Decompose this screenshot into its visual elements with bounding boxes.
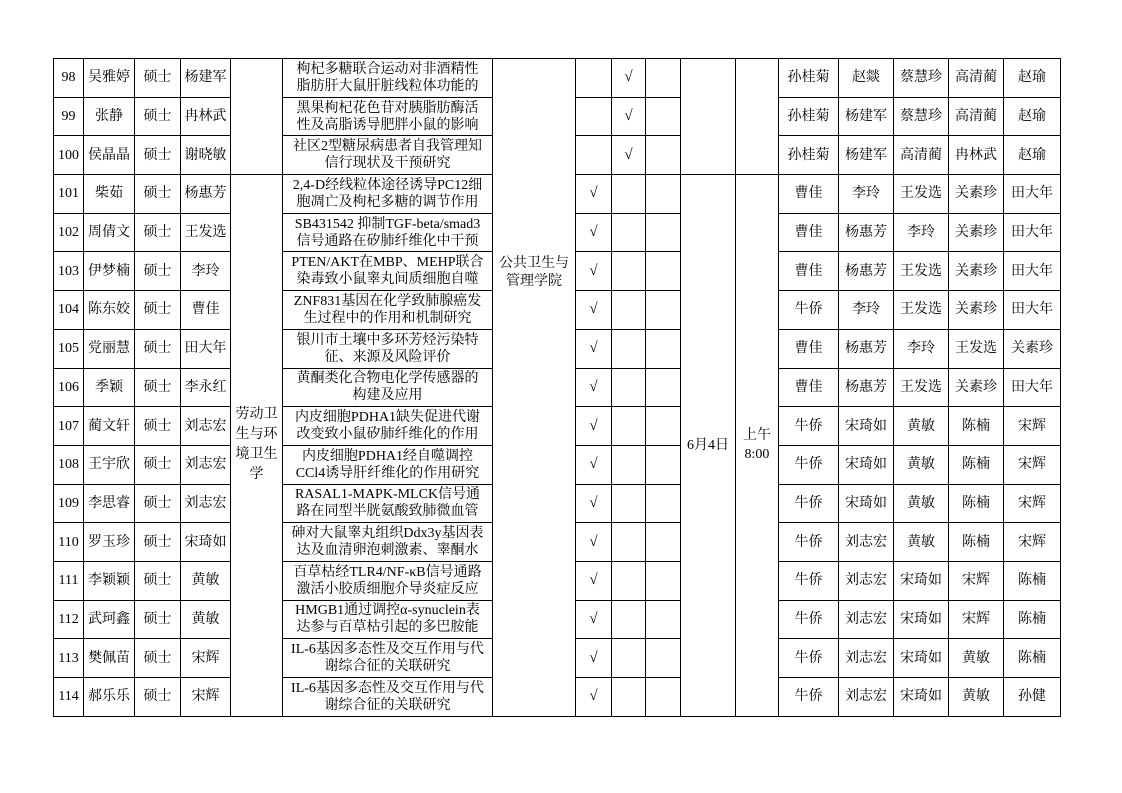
committee-member: 宋琦如: [839, 407, 894, 446]
thesis-title: [283, 291, 493, 330]
check-mark-col-2: √: [612, 97, 646, 136]
check-mark-col-2: [612, 213, 646, 252]
row-number: 112: [54, 600, 84, 639]
committee-member: 宋琦如: [839, 445, 894, 484]
thesis-title: [283, 329, 493, 368]
advisor: 李玲: [181, 252, 231, 291]
committee-member: 刘志宏: [839, 639, 894, 678]
check-mark-col-2: [612, 368, 646, 407]
check-mark-col-2: [612, 484, 646, 523]
thesis-title-line: PTEN/AKT在MBP、MEHP联合: [291, 255, 484, 271]
thesis-title: [283, 368, 493, 407]
check-mark-col-1: √: [576, 368, 612, 407]
thesis-title: [283, 484, 493, 523]
thesis-title-line: 染毒致小鼠睾丸间质细胞自噬: [296, 272, 479, 288]
committee-member: 宋辉: [1004, 523, 1061, 562]
advisor: 宋琦如: [181, 523, 231, 562]
check-mark-col-2: [612, 523, 646, 562]
committee-member: 王发选: [894, 368, 949, 407]
advisor: 杨建军: [181, 59, 231, 98]
row-number: 100: [54, 136, 84, 175]
committee-member: 高清蔺: [894, 136, 949, 175]
degree: 硕士: [135, 329, 181, 368]
row-number: 105: [54, 329, 84, 368]
advisor: 刘志宏: [181, 484, 231, 523]
row-number: 101: [54, 175, 84, 214]
thesis-title-line: IL-6基因多态性及交互作用与代: [291, 680, 484, 696]
check-mark-col-1: √: [576, 213, 612, 252]
advisor: 宋辉: [181, 639, 231, 678]
check-mark-col-3: [646, 639, 681, 678]
committee-member: 王发选: [894, 291, 949, 330]
committee-member: 王发选: [894, 175, 949, 214]
degree: 硕士: [135, 252, 181, 291]
advisor: 冉林武: [181, 97, 231, 136]
committee-member: 宋辉: [1004, 407, 1061, 446]
check-mark-col-2: [612, 252, 646, 291]
check-mark-col-3: [646, 678, 681, 717]
degree: 硕士: [135, 59, 181, 98]
thesis-title-line: IL-6基因多态性及交互作用与代: [291, 642, 484, 658]
committee-member: 田大年: [1004, 291, 1061, 330]
committee-member: 李玲: [839, 291, 894, 330]
row-number: 111: [54, 561, 84, 600]
defense-table-body: [54, 59, 1061, 717]
committee-member: 孙桂菊: [779, 97, 839, 136]
committee-member: 赵瑜: [1004, 59, 1061, 98]
thesis-title-line: 黄酮类化合物电化学传感器的: [296, 371, 479, 387]
thesis-title-line: ZNF831基因在化学致肺腺癌发: [293, 293, 482, 309]
committee-member: 孙桂菊: [779, 136, 839, 175]
thesis-title-line: 激活小胶质细胞介导炎症反应: [296, 581, 479, 597]
student-name: 李颖颖: [84, 561, 135, 600]
thesis-title-line: 内皮细胞PDHA1缺失促进代谢: [294, 410, 481, 426]
defense-schedule-table: [53, 58, 1061, 717]
committee-member: 孙健: [1004, 678, 1061, 717]
check-mark-col-3: [646, 252, 681, 291]
thesis-title-line: 性及高脂诱导肥胖小鼠的影响: [296, 117, 479, 133]
advisor: 宋辉: [181, 678, 231, 717]
thesis-title: [283, 600, 493, 639]
check-mark-col-2: [612, 561, 646, 600]
advisor: 黄敏: [181, 600, 231, 639]
committee-member: 关素珍: [949, 368, 1004, 407]
defense-date: 6月4日: [681, 175, 736, 717]
defense-time: 上午 8:00: [736, 175, 779, 717]
thesis-title: [283, 561, 493, 600]
committee-member: 田大年: [1004, 368, 1061, 407]
check-mark-col-1: √: [576, 329, 612, 368]
check-mark-col-2: [612, 407, 646, 446]
check-mark-col-2: [612, 175, 646, 214]
check-mark-col-3: [646, 523, 681, 562]
degree: 硕士: [135, 175, 181, 214]
row-number: 99: [54, 97, 84, 136]
check-mark-col-1: √: [576, 407, 612, 446]
committee-member: 刘志宏: [839, 561, 894, 600]
committee-member: 牛侨: [779, 678, 839, 717]
committee-member: 杨惠芳: [839, 329, 894, 368]
student-name: 武珂鑫: [84, 600, 135, 639]
thesis-title: [283, 97, 493, 136]
row-number: 104: [54, 291, 84, 330]
degree: 硕士: [135, 368, 181, 407]
check-mark-col-3: [646, 368, 681, 407]
check-mark-col-1: [576, 59, 612, 98]
committee-member: 宋琦如: [839, 484, 894, 523]
row-number: 102: [54, 213, 84, 252]
thesis-title: [283, 407, 493, 446]
thesis-title-line: 社区2型糖尿病患者自我管理知: [293, 139, 482, 155]
committee-member: 宋辉: [949, 561, 1004, 600]
student-name: 季颖: [84, 368, 135, 407]
student-name: 柴茹: [84, 175, 135, 214]
committee-member: 牛侨: [779, 445, 839, 484]
date-blank-cell: [681, 59, 736, 175]
committee-member: 陈楠: [949, 407, 1004, 446]
thesis-title-line: 谢综合征的关联研究: [324, 697, 451, 713]
committee-member: 曹佳: [779, 175, 839, 214]
committee-member: 陈楠: [1004, 561, 1061, 600]
degree: 硕士: [135, 407, 181, 446]
committee-member: 杨惠芳: [839, 213, 894, 252]
degree: 硕士: [135, 291, 181, 330]
degree: 硕士: [135, 639, 181, 678]
committee-member: 宋辉: [949, 600, 1004, 639]
student-name: 王宇欣: [84, 445, 135, 484]
thesis-title-line: 信行现状及干预研究: [324, 156, 451, 172]
committee-member: 杨建军: [839, 136, 894, 175]
check-mark-col-3: [646, 175, 681, 214]
committee-member: 黄敏: [949, 678, 1004, 717]
thesis-title-line: 谢综合征的关联研究: [324, 659, 451, 675]
thesis-title-line: 砷对大鼠睾丸组织Ddx3y基因表: [291, 526, 484, 542]
check-mark-col-2: [612, 600, 646, 639]
check-mark-col-1: √: [576, 639, 612, 678]
advisor: 田大年: [181, 329, 231, 368]
student-name: 伊梦楠: [84, 252, 135, 291]
student-name: 蔺文轩: [84, 407, 135, 446]
committee-member: 孙桂菊: [779, 59, 839, 98]
committee-member: 曹佳: [779, 213, 839, 252]
check-mark-col-3: [646, 213, 681, 252]
row-number: 113: [54, 639, 84, 678]
degree: 硕士: [135, 97, 181, 136]
check-mark-col-1: [576, 136, 612, 175]
committee-member: 宋琦如: [894, 678, 949, 717]
committee-member: 牛侨: [779, 523, 839, 562]
check-mark-col-1: √: [576, 445, 612, 484]
check-mark-col-2: √: [612, 59, 646, 98]
check-mark-col-1: [576, 97, 612, 136]
advisor: 刘志宏: [181, 407, 231, 446]
degree: 硕士: [135, 523, 181, 562]
check-mark-col-1: √: [576, 600, 612, 639]
thesis-title-line: 胞凋亡及枸杞多糖的调节作用: [296, 194, 479, 210]
committee-member: 高清蔺: [949, 97, 1004, 136]
check-mark-col-1: √: [576, 678, 612, 717]
thesis-title: [283, 523, 493, 562]
committee-member: 杨惠芳: [839, 368, 894, 407]
thesis-title-line: 路在同型半胱氨酸致肺微血管: [296, 504, 479, 520]
committee-member: 刘志宏: [839, 523, 894, 562]
degree: 硕士: [135, 484, 181, 523]
check-mark-col-1: √: [576, 523, 612, 562]
thesis-title-line: 百草枯经TLR4/NF-κB信号通路: [293, 564, 482, 580]
row-number: 98: [54, 59, 84, 98]
row-number: 103: [54, 252, 84, 291]
student-name: 郝乐乐: [84, 678, 135, 717]
committee-member: 黄敏: [894, 407, 949, 446]
committee-member: 高清蔺: [949, 59, 1004, 98]
student-name: 樊佩苗: [84, 639, 135, 678]
thesis-title-line: CCl4诱导肝纤维化的作用研究: [295, 465, 480, 481]
check-mark-col-1: √: [576, 484, 612, 523]
student-name: 陈东姣: [84, 291, 135, 330]
thesis-title-line: 生过程中的作用和机制研究: [303, 310, 472, 326]
committee-member: 关素珍: [949, 252, 1004, 291]
row-number: 109: [54, 484, 84, 523]
committee-member: 杨惠芳: [839, 252, 894, 291]
committee-member: 宋琦如: [894, 561, 949, 600]
student-name: 党丽慧: [84, 329, 135, 368]
committee-member: 田大年: [1004, 213, 1061, 252]
committee-member: 曹佳: [779, 252, 839, 291]
check-mark-col-3: [646, 329, 681, 368]
thesis-title: [283, 445, 493, 484]
thesis-title-line: 内皮细胞PDHA1经自噬调控: [301, 448, 474, 464]
student-name: 李思睿: [84, 484, 135, 523]
thesis-title-line: HMGB1通过调控α-synuclein表: [295, 603, 480, 619]
committee-member: 冉林武: [949, 136, 1004, 175]
check-mark-col-2: [612, 639, 646, 678]
thesis-title-line: 构建及应用: [352, 388, 423, 404]
thesis-title-line: 2,4-D经线粒体途径诱导PC12细: [292, 177, 483, 193]
advisor: 李永红: [181, 368, 231, 407]
committee-member: 宋琦如: [894, 600, 949, 639]
committee-member: 李玲: [839, 175, 894, 214]
major: 劳动卫生与环境卫生学: [231, 175, 283, 717]
committee-member: 赵燚: [839, 59, 894, 98]
thesis-title-line: RASAL1-MAPK-MLCK信号通: [294, 487, 481, 503]
committee-member: 田大年: [1004, 175, 1061, 214]
thesis-title-line: 枸杞多糖联合运动对非酒精性: [296, 61, 479, 77]
check-mark-col-2: [612, 329, 646, 368]
committee-member: 牛侨: [779, 639, 839, 678]
advisor: 谢晓敏: [181, 136, 231, 175]
check-mark-col-3: [646, 445, 681, 484]
degree: 硕士: [135, 561, 181, 600]
check-mark-col-3: [646, 600, 681, 639]
check-mark-col-2: [612, 678, 646, 717]
thesis-title-line: 银川市土壤中多环芳烃污染特: [296, 332, 479, 348]
thesis-title: [283, 136, 493, 175]
thesis-title: [283, 678, 493, 717]
committee-member: 黄敏: [894, 445, 949, 484]
student-name: 张静: [84, 97, 135, 136]
committee-member: 蔡慧珍: [894, 59, 949, 98]
committee-member: 田大年: [1004, 252, 1061, 291]
committee-member: 关素珍: [949, 175, 1004, 214]
check-mark-col-2: [612, 445, 646, 484]
thesis-title: [283, 59, 493, 98]
committee-member: 陈楠: [949, 445, 1004, 484]
committee-member: 陈楠: [949, 484, 1004, 523]
committee-member: 蔡慧珍: [894, 97, 949, 136]
check-mark-col-1: √: [576, 252, 612, 291]
row-number: 110: [54, 523, 84, 562]
committee-member: 陈楠: [1004, 639, 1061, 678]
student-name: 罗玉珍: [84, 523, 135, 562]
check-mark-col-1: √: [576, 561, 612, 600]
advisor: 曹佳: [181, 291, 231, 330]
check-mark-col-3: [646, 136, 681, 175]
committee-member: 黄敏: [949, 639, 1004, 678]
advisor: 黄敏: [181, 561, 231, 600]
check-mark-col-3: [646, 59, 681, 98]
advisor: 杨惠芳: [181, 175, 231, 214]
committee-member: 宋琦如: [894, 639, 949, 678]
check-mark-col-3: [646, 561, 681, 600]
committee-member: 关素珍: [949, 291, 1004, 330]
check-mark-col-3: [646, 484, 681, 523]
row-number: 106: [54, 368, 84, 407]
major-blank-cell: [231, 59, 283, 175]
check-mark-col-2: √: [612, 136, 646, 175]
committee-member: 牛侨: [779, 407, 839, 446]
degree: 硕士: [135, 678, 181, 717]
committee-member: 牛侨: [779, 484, 839, 523]
student-name: 吴雅婷: [84, 59, 135, 98]
check-mark-col-3: [646, 97, 681, 136]
thesis-title-line: 脂肪肝大鼠肝脏线粒体功能的: [296, 78, 479, 94]
thesis-title-line: 达参与百草枯引起的多巴胺能: [296, 620, 479, 636]
committee-member: 赵瑜: [1004, 97, 1061, 136]
student-name: 周倩文: [84, 213, 135, 252]
committee-member: 关素珍: [949, 213, 1004, 252]
committee-member: 宋辉: [1004, 484, 1061, 523]
thesis-title: [283, 252, 493, 291]
committee-member: 李玲: [894, 329, 949, 368]
committee-member: 陈楠: [949, 523, 1004, 562]
advisor: 刘志宏: [181, 445, 231, 484]
committee-member: 刘志宏: [839, 678, 894, 717]
check-mark-col-1: √: [576, 175, 612, 214]
row-number: 107: [54, 407, 84, 446]
degree: 硕士: [135, 600, 181, 639]
row-number: 108: [54, 445, 84, 484]
thesis-title: [283, 639, 493, 678]
thesis-title: [283, 213, 493, 252]
committee-member: 陈楠: [1004, 600, 1061, 639]
check-mark-col-3: [646, 291, 681, 330]
college: 公共卫生与管理学院: [493, 59, 576, 717]
student-name: 侯晶晶: [84, 136, 135, 175]
thesis-title-line: 达及血清卵泡刺激素、睾酮水: [296, 543, 479, 559]
thesis-title-line: 信号通路在矽肺纤维化中干预: [296, 233, 479, 249]
time-blank-cell: [736, 59, 779, 175]
committee-member: 曹佳: [779, 368, 839, 407]
table-row: [54, 59, 1061, 98]
committee-member: 宋辉: [1004, 445, 1061, 484]
check-mark-col-1: √: [576, 291, 612, 330]
committee-member: 黄敏: [894, 484, 949, 523]
degree: 硕士: [135, 136, 181, 175]
thesis-title-line: 征、来源及风险评价: [324, 349, 451, 365]
check-mark-col-3: [646, 407, 681, 446]
committee-member: 曹佳: [779, 329, 839, 368]
committee-member: 王发选: [949, 329, 1004, 368]
committee-member: 王发选: [894, 252, 949, 291]
committee-member: 关素珍: [1004, 329, 1061, 368]
committee-member: 李玲: [894, 213, 949, 252]
thesis-title-line: 改变致小鼠矽肺纤维化的作用: [296, 427, 479, 443]
degree: 硕士: [135, 213, 181, 252]
committee-member: 黄敏: [894, 523, 949, 562]
committee-member: 牛侨: [779, 600, 839, 639]
committee-member: 杨建军: [839, 97, 894, 136]
degree: 硕士: [135, 445, 181, 484]
row-number: 114: [54, 678, 84, 717]
advisor: 王发选: [181, 213, 231, 252]
committee-member: 牛侨: [779, 291, 839, 330]
committee-member: 刘志宏: [839, 600, 894, 639]
committee-member: 牛侨: [779, 561, 839, 600]
thesis-title-line: 黑果枸杞花色苷对胰脂肪酶活: [296, 100, 479, 116]
thesis-title-line: SB431542 抑制TGF-beta/smad3: [294, 216, 481, 232]
check-mark-col-2: [612, 291, 646, 330]
thesis-title: [283, 175, 493, 214]
committee-member: 赵瑜: [1004, 136, 1061, 175]
